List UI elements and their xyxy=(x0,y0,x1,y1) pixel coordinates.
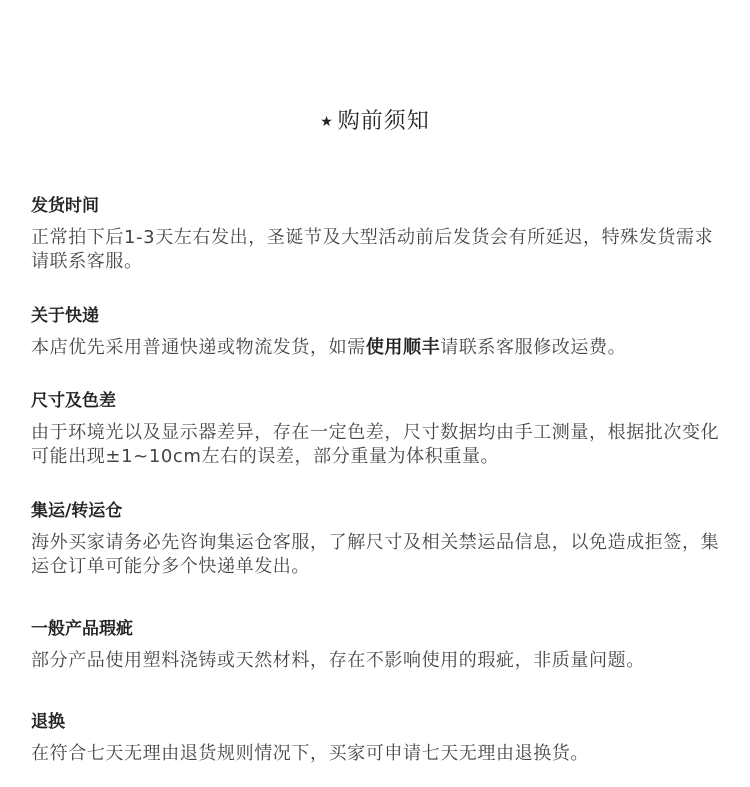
section-defects xyxy=(31,617,721,673)
section-body: 由于环境光以及显示器差异，存在一定色差，尺寸数据均由手工测量，根据批次变化可能出现±1~10cm左右的误差，部分重量为体积重量。 xyxy=(31,422,720,467)
section-shipping-time xyxy=(31,194,721,274)
section-heading: 一般产品瑕疵 xyxy=(31,619,133,639)
section-body-text: 本店优先采用普通快递或物流发货，如需 xyxy=(31,337,366,358)
section-courier xyxy=(31,304,721,360)
section-heading: 集运/转运仓 xyxy=(31,501,123,521)
section-consolidation xyxy=(31,499,721,579)
star-icon: ★ xyxy=(320,114,334,130)
section-body: 海外买家请务必先咨询集运仓客服，了解尺寸及相关禁运品信息，以免造成拒签，集运仓订单可能分多个快递单发出。 xyxy=(31,532,720,577)
section-returns xyxy=(31,710,721,766)
section-size-color xyxy=(31,389,721,469)
section-heading: 关于快递 xyxy=(31,306,99,326)
section-heading: 尺寸及色差 xyxy=(31,391,116,411)
section-body: 正常拍下后1-3天左右发出，圣诞节及大型活动前后发货会有所延迟，特殊发货需求请联系客服。 xyxy=(31,227,714,272)
section-body-text: 请联系客服修改运费。 xyxy=(440,337,627,358)
section-body-emphasis: 使用顺丰 xyxy=(365,337,441,358)
page-title xyxy=(0,104,750,135)
section-heading: 发货时间 xyxy=(31,196,99,216)
section-body xyxy=(31,336,721,360)
section-body: 在符合七天无理由退货规则情况下，买家可申请七天无理由退换货。 xyxy=(31,743,589,764)
page-title-text: 购前须知 xyxy=(337,109,430,134)
section-body: 部分产品使用塑料浇铸或天然材料，存在不影响使用的瑕疵，非质量问题。 xyxy=(31,650,645,671)
section-heading: 退换 xyxy=(31,712,65,732)
